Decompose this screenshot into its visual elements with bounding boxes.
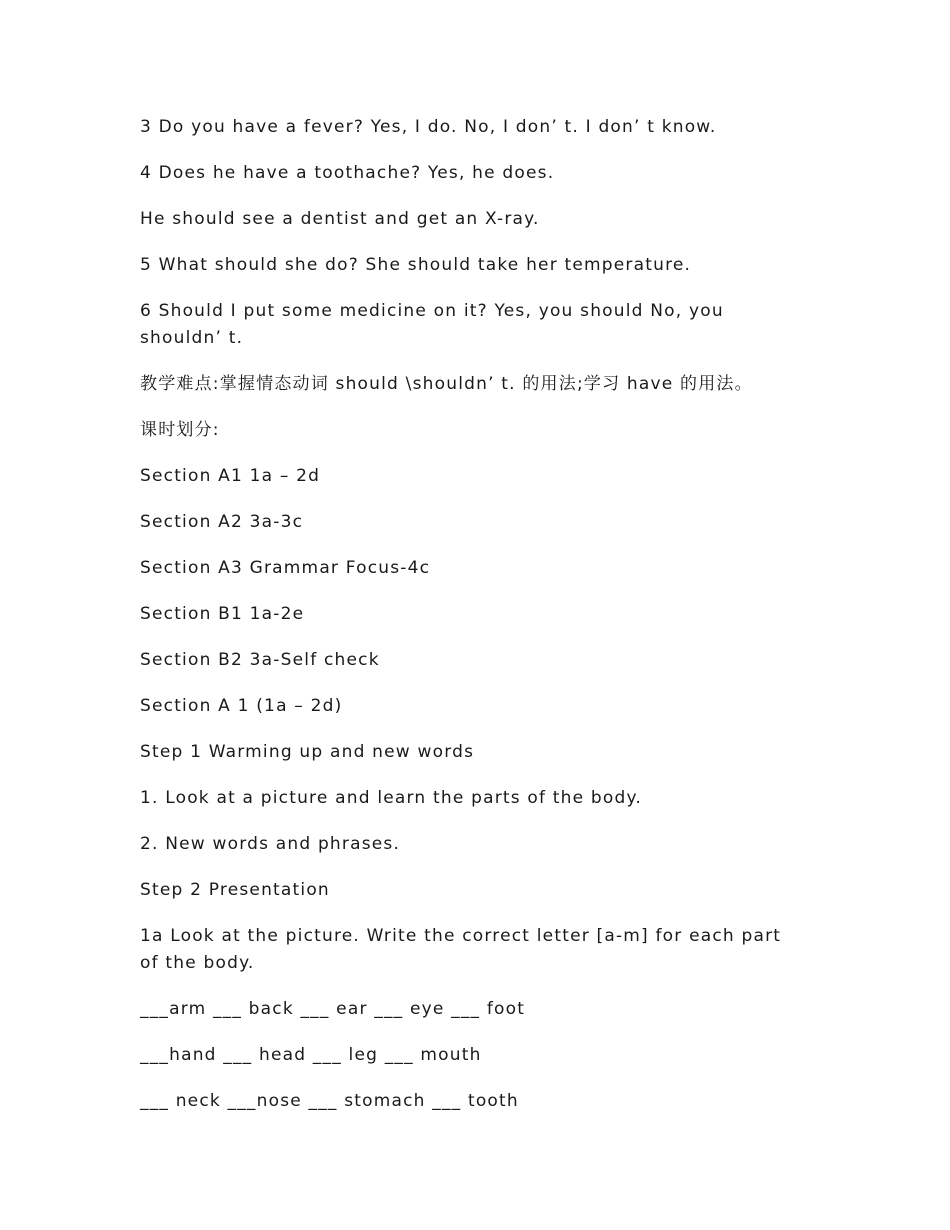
paragraph: 1. Look at a picture and learn the parts of the body.: [140, 788, 642, 808]
document-body: [140, 114, 800, 1134]
paragraph: 5 What should she do? She should take her temperature.: [140, 255, 692, 275]
paragraph: 4 Does he have a toothache? Yes, he does.: [140, 163, 555, 183]
paragraph: Step 1 Warming up and new words: [140, 742, 475, 762]
paragraph: 教学难点:掌握情态动词 should \shouldn’ t. 的用法;学习 have 的用法。: [140, 374, 753, 394]
paragraph: Section A3 Grammar Focus-4c: [140, 558, 431, 578]
paragraph: He should see a dentist and get an X-ray.: [140, 209, 540, 229]
paragraph: ___hand ___ head ___ leg ___ mouth: [140, 1045, 482, 1065]
paragraph: Section B1 1a-2e: [140, 604, 305, 624]
paragraph: Step 2 Presentation: [140, 880, 330, 900]
paragraph: Section A2 3a-3c: [140, 512, 304, 532]
paragraph: ___ neck ___nose ___ stomach ___ tooth: [140, 1091, 519, 1111]
paragraph: 6 Should I put some medicine on it? Yes, you should No, you shouldn’ t.: [140, 301, 731, 348]
paragraph: 课时划分:: [140, 420, 220, 440]
paragraph: 2. New words and phrases.: [140, 834, 401, 854]
paragraph: ___arm ___ back ___ ear ___ eye ___ foot: [140, 999, 526, 1019]
paragraph: Section B2 3a-Self check: [140, 650, 380, 670]
paragraph: 1a Look at the picture. Write the correct letter [a-m] for each part of the body.: [140, 926, 788, 973]
paragraph: 3 Do you have a fever? Yes, I do. No, I don’ t. I don’ t know.: [140, 117, 717, 137]
paragraph: Section A1 1a – 2d: [140, 466, 321, 486]
paragraph: Section A 1 (1a – 2d): [140, 696, 343, 716]
